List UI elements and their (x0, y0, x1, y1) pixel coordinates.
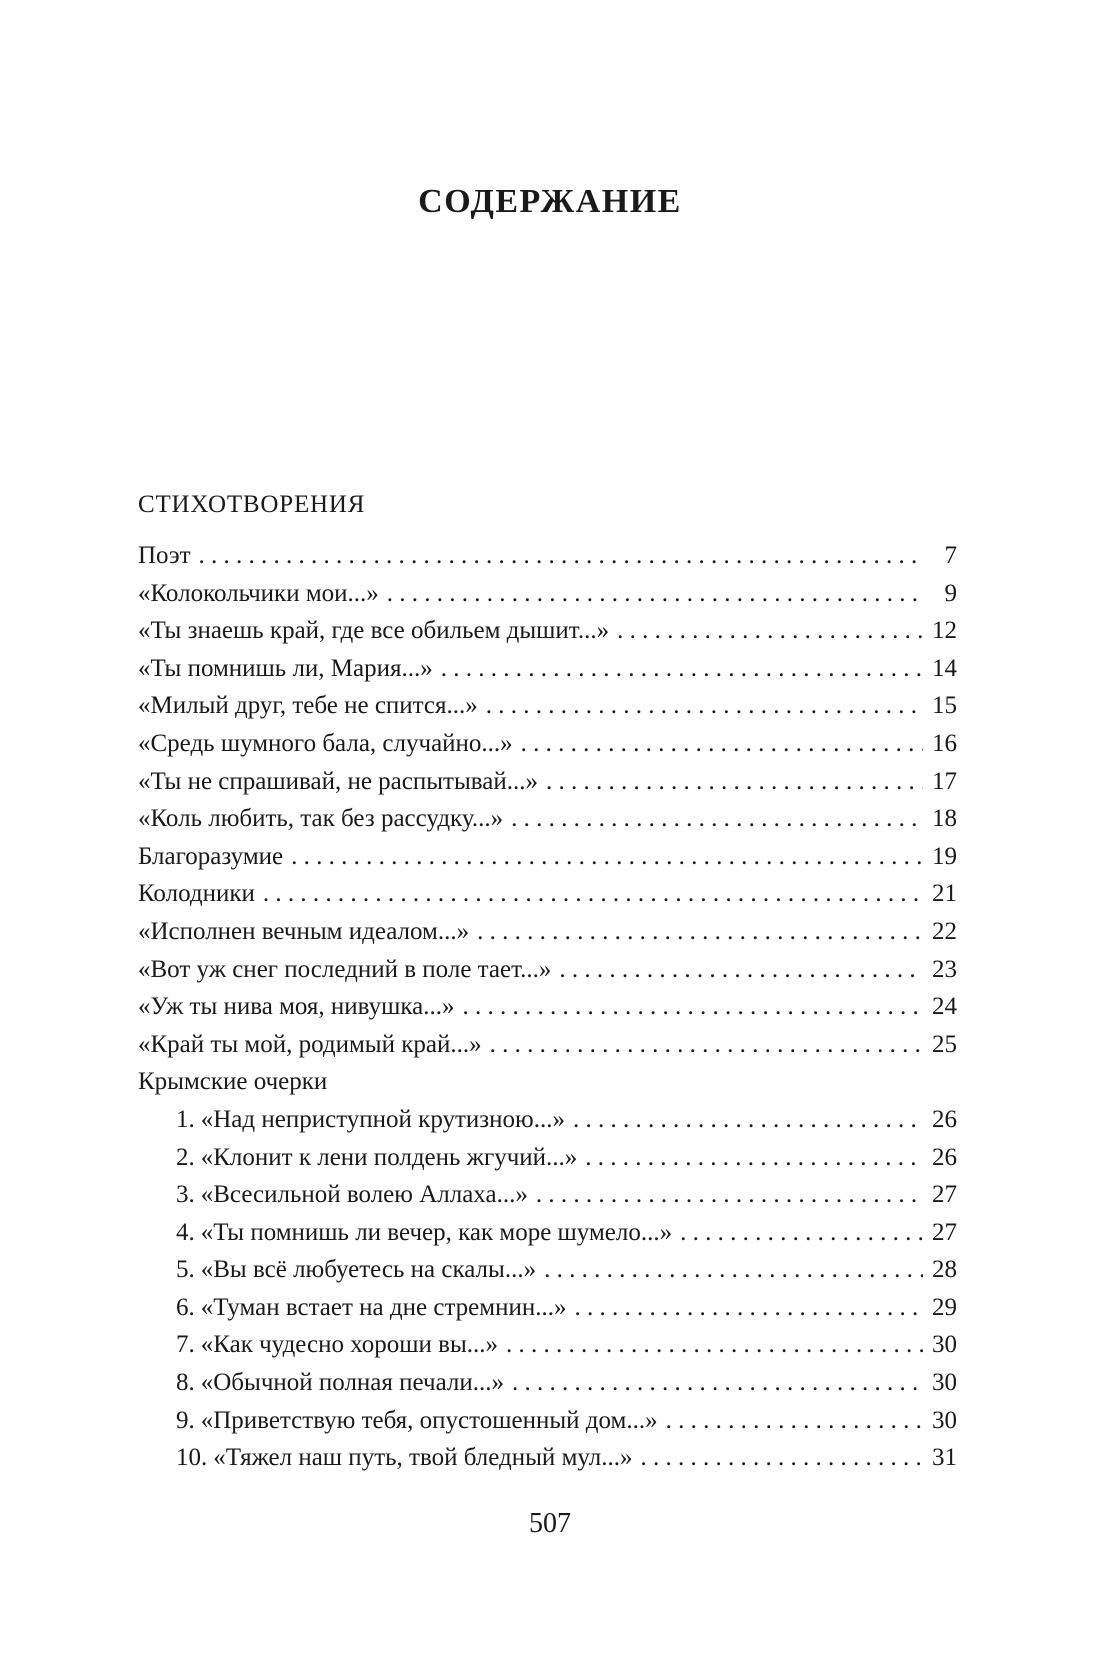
toc-sub-entry-page: 29 (932, 1293, 957, 1321)
toc-entry[interactable] (138, 875, 957, 913)
toc-sub-entry-page: 26 (932, 1105, 957, 1133)
toc-sub-entry-number: 6. (176, 1293, 195, 1321)
toc-group-title-text: Крымские очерки (138, 1068, 328, 1096)
toc-sub-entry-number: 4. (176, 1218, 195, 1246)
toc-entry[interactable] (138, 650, 957, 688)
toc-leader-dots (263, 875, 923, 913)
toc-sub-entry-number: 5. (176, 1256, 195, 1284)
toc-sub-entry-title: «Приветствую тебя, опустошенный дом...» (200, 1406, 658, 1434)
toc-entry-title: «Ты помнишь ли, Мария...» (138, 654, 433, 682)
toc-entry[interactable] (138, 988, 957, 1026)
toc-sub-entry-number: 10. (176, 1444, 208, 1472)
section-heading: СТИХОТВОРЕНИЯ (138, 491, 366, 518)
toc-leader-dots (511, 800, 923, 838)
toc-leader-dots (574, 1289, 923, 1327)
toc-sub-entry[interactable] (138, 1214, 957, 1252)
toc-sub-entry-number: 9. (176, 1406, 195, 1434)
toc-sub-entry-page: 30 (932, 1406, 957, 1434)
toc-sub-entry-title: «Вы всё любуетесь на скалы...» (200, 1256, 537, 1284)
toc-entry-page: 19 (932, 842, 957, 870)
toc-leader-dots (291, 838, 923, 876)
toc-entry-page: 25 (932, 1030, 957, 1058)
toc-leader-dots (641, 1439, 923, 1477)
toc-entry[interactable] (138, 612, 957, 650)
toc-leader-dots (617, 612, 923, 650)
toc-sub-entry-title: «Туман встает на дне стремнин...» (200, 1293, 567, 1321)
toc-entry-title: «Ты не спрашивай, не распытывай...» (138, 767, 538, 795)
toc-leader-dots (585, 1139, 923, 1177)
toc-entry-page: 21 (932, 880, 957, 908)
toc-sub-entry-title: «Тяжел наш путь, твой бледный мул...» (213, 1444, 633, 1472)
toc-entry[interactable] (138, 800, 957, 838)
toc-sub-entry-title: «Как чудесно хороши вы...» (200, 1331, 499, 1359)
toc-entry-page: 12 (932, 617, 957, 645)
toc-sub-entry-title: «Обычной полная печали...» (200, 1369, 504, 1397)
toc-leader-dots (506, 1326, 923, 1364)
toc-entry-title: Колодники (138, 880, 255, 908)
toc-entry-title: «Колокольчики мои...» (138, 579, 379, 607)
toc-leader-dots (536, 1176, 923, 1214)
toc-entry-title: Благоразумие (138, 842, 284, 870)
toc-sub-entry-page: 31 (932, 1444, 957, 1472)
toc-sub-entry-number: 7. (176, 1331, 195, 1359)
toc-leader-dots (463, 988, 924, 1026)
toc-sub-entry-page: 27 (932, 1181, 957, 1209)
toc-leader-dots (199, 537, 923, 575)
toc-entry-page: 18 (932, 805, 957, 833)
toc-sub-entry-number: 3. (176, 1181, 195, 1209)
toc-entry[interactable] (138, 537, 957, 575)
toc-entry[interactable] (138, 913, 957, 951)
page-number: 507 (529, 1508, 571, 1539)
toc-entry[interactable] (138, 951, 957, 989)
toc-entry-page: 23 (932, 955, 957, 983)
toc-entry[interactable] (138, 763, 957, 801)
toc-leader-dots (680, 1214, 923, 1252)
toc-leader-dots (559, 951, 923, 989)
toc-sub-entry-page: 30 (932, 1331, 957, 1359)
table-of-contents (138, 537, 957, 1477)
toc-entry-title: «Исполнен вечным идеалом...» (138, 917, 470, 945)
toc-entry-title: «Коль любить, так без рассудку...» (138, 805, 504, 833)
toc-entry[interactable] (138, 838, 957, 876)
toc-sub-entry[interactable] (138, 1402, 957, 1440)
toc-leader-dots (546, 763, 923, 801)
toc-entry-page: 17 (932, 767, 957, 795)
toc-sub-entry[interactable] (138, 1439, 957, 1477)
toc-sub-entry-title: «Клонит к лени полдень жгучий...» (200, 1143, 578, 1171)
toc-sub-entry[interactable] (138, 1251, 957, 1289)
toc-entry-page: 9 (944, 579, 957, 607)
toc-sub-entry[interactable] (138, 1101, 957, 1139)
toc-entry-title: Поэт (138, 542, 191, 569)
toc-leader-dots (544, 1251, 923, 1289)
toc-sub-entry[interactable] (138, 1364, 957, 1402)
toc-sub-entry[interactable] (138, 1176, 957, 1214)
toc-entry-page: 7 (944, 542, 957, 569)
toc-entry-title: «Край ты мой, родимый край...» (138, 1030, 482, 1058)
toc-entry[interactable] (138, 1026, 957, 1064)
toc-sub-entry-page: 26 (932, 1143, 957, 1171)
toc-sub-entry-page: 28 (932, 1256, 957, 1284)
toc-entry-page: 15 (932, 692, 957, 720)
toc-sub-entry-page: 27 (932, 1218, 957, 1246)
toc-group-title (138, 1063, 957, 1101)
toc-entry[interactable] (138, 575, 957, 613)
toc-leader-dots (441, 650, 923, 688)
toc-entry-page: 24 (932, 993, 957, 1021)
toc-sub-entry[interactable] (138, 1139, 957, 1177)
toc-entry-title: «Милый друг, тебе не спится...» (138, 692, 478, 720)
toc-entry[interactable] (138, 725, 957, 763)
toc-leader-dots (490, 1026, 923, 1064)
toc-sub-entry-number: 2. (176, 1143, 195, 1171)
toc-sub-entry[interactable] (138, 1326, 957, 1364)
toc-sub-entry-title: «Над неприступной крутизною...» (200, 1105, 565, 1133)
toc-leader-dots (477, 913, 923, 951)
toc-entry-title: «Ты знаешь край, где все обильем дышит...» (138, 617, 610, 645)
toc-leader-dots (573, 1101, 923, 1139)
toc-sub-entry-title: «Ты помнишь ли вечер, как море шумело...» (200, 1218, 673, 1246)
toc-entry-page: 22 (932, 917, 957, 945)
toc-sub-entry-title: «Всесильной волею Аллаха...» (200, 1181, 528, 1209)
toc-entry[interactable] (138, 687, 957, 725)
toc-entry-page: 16 (932, 729, 957, 757)
toc-leader-dots (387, 575, 923, 613)
toc-entry-title: «Средь шумного бала, случайно...» (138, 729, 513, 757)
page-title: СОДЕРЖАНИЕ (418, 183, 682, 220)
toc-sub-entry-number: 8. (176, 1369, 195, 1397)
toc-leader-dots (512, 1364, 923, 1402)
toc-sub-entry-page: 30 (932, 1369, 957, 1397)
toc-entry-title: «Вот уж снег последний в поле тает...» (138, 955, 552, 983)
toc-leader-dots (486, 687, 923, 725)
toc-sub-entry[interactable] (138, 1289, 957, 1327)
toc-entry-page: 14 (932, 654, 957, 682)
toc-entry-title: «Уж ты нива моя, нивушка...» (138, 993, 455, 1021)
toc-leader-dots (666, 1402, 923, 1440)
toc-leader-dots (521, 725, 923, 763)
toc-sub-entry-number: 1. (176, 1105, 195, 1133)
